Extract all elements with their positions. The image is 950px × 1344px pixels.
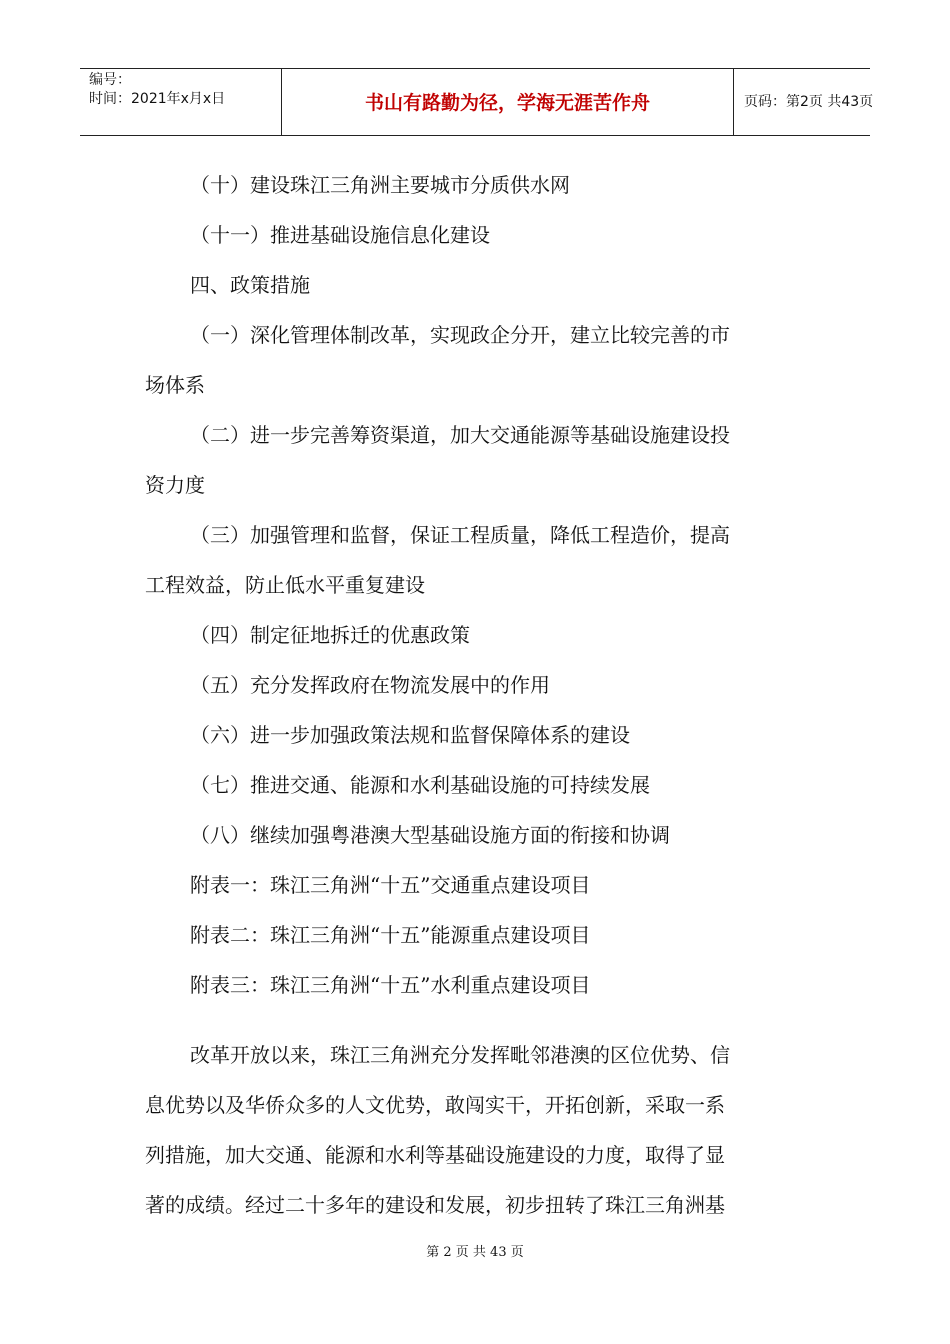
section-heading-10: （十）建设珠江三角洲主要城市分质供水网 [190, 173, 570, 197]
policy-item-8: （八）继续加强粤港澳大型基础设施方面的衔接和协调 [190, 823, 670, 847]
header-table [80, 68, 874, 136]
document-time-label: 时间：2021年x月x日 [89, 91, 226, 107]
header-page-info: 页码：第2页 共43页 [744, 94, 874, 110]
header-motto-cell [282, 69, 734, 135]
appendix-table-3: 附表三：珠江三角洲“十五”水利重点建设项目 [190, 973, 591, 997]
policy-item-2-line-1: （二）进一步完善筹资渠道，加大交通能源等基础设施建设投 [190, 423, 730, 447]
paragraph-line-1: 改革开放以来，珠江三角洲充分发挥毗邻港澳的区位优势、信 [190, 1043, 730, 1067]
policy-item-2-line-2: 资力度 [145, 473, 205, 497]
policy-item-6: （六）进一步加强政策法规和监督保障体系的建设 [190, 723, 630, 747]
policy-item-1-line-1: （一）深化管理体制改革，实现政企分开，建立比较完善的市 [190, 323, 730, 347]
policy-item-1-line-2: 场体系 [145, 373, 205, 397]
policy-item-3-line-2: 工程效益，防止低水平重复建设 [145, 573, 425, 597]
document-number-label: 编号： [89, 72, 131, 88]
policy-item-5: （五）充分发挥政府在物流发展中的作用 [190, 673, 550, 697]
policy-item-3-line-1: （三）加强管理和监督，保证工程质量，降低工程造价，提高 [190, 523, 730, 547]
page-footer: 第 2 页 共 43 页 [426, 1245, 524, 1260]
header-meta-cell [80, 69, 282, 135]
appendix-table-1: 附表一：珠江三角洲“十五”交通重点建设项目 [190, 873, 591, 897]
paragraph-line-3: 列措施，加大交通、能源和水利等基础设施建设的力度，取得了显 [145, 1143, 725, 1167]
header-page-cell [734, 69, 874, 135]
appendix-table-2: 附表二：珠江三角洲“十五”能源重点建设项目 [190, 923, 591, 947]
header-motto: 书山有路勤为径，学海无涯苦作舟 [364, 92, 650, 114]
policy-item-4: （四）制定征地拆迁的优惠政策 [190, 623, 470, 647]
paragraph-line-2: 息优势以及华侨众多的人文优势，敢闯实干，开拓创新，采取一系 [145, 1093, 725, 1117]
policy-item-7: （七）推进交通、能源和水利基础设施的可持续发展 [190, 773, 650, 797]
chapter-heading-policy: 四、政策措施 [190, 273, 310, 297]
section-heading-11: （十一）推进基础设施信息化建设 [190, 223, 490, 247]
paragraph-line-4: 著的成绩。经过二十多年的建设和发展，初步扭转了珠江三角洲基 [145, 1193, 725, 1217]
